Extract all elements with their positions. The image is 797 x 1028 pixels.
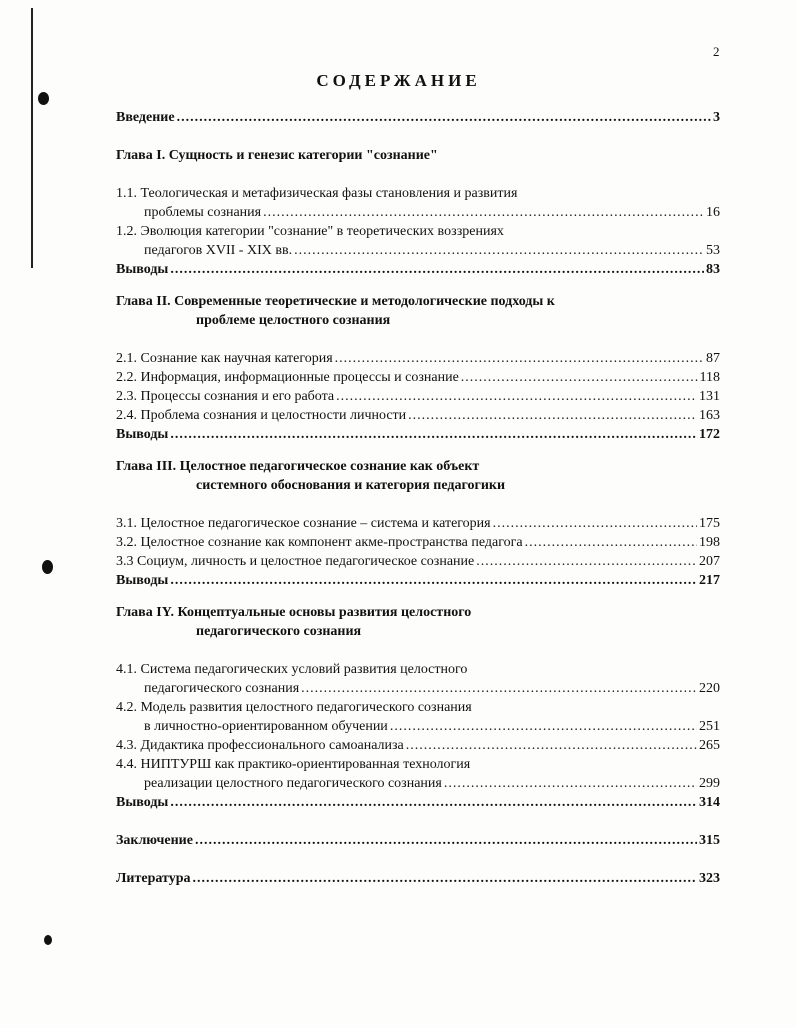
toc-entry-4-1[interactable]: педагогического сознания ..... 220 — [116, 679, 720, 698]
chapter-2-title-line2: проблеме целостного сознания — [196, 313, 391, 328]
toc-entry-4-4[interactable]: реализации целостного педагогического сознания ..... 299 — [116, 774, 720, 793]
toc-entry-3-3[interactable]: 3.3 Социум, личность и целостное педагогическое сознание ..... 207 — [116, 552, 720, 571]
toc-entry-2-2[interactable]: 2.2. Информация, информационные процессы и сознание ..... 118 — [116, 368, 720, 387]
scan-blot — [42, 560, 53, 574]
toc-entry-3-2[interactable]: 3.2. Целостное сознание как компонент акме-пространства педагога ..... 198 — [116, 533, 720, 552]
toc-entry-conclusion-4[interactable]: Выводы ..... 314 — [116, 793, 720, 812]
page-number: 2 — [713, 44, 720, 59]
toc-entry-2-3[interactable]: 2.3. Процессы сознания и его работа ..... 131 — [116, 387, 720, 406]
toc-entry-2-1[interactable]: 2.1. Сознание как научная категория ..... 87 — [116, 349, 720, 368]
toc-entry-literature[interactable]: Литература ..... 323 — [116, 869, 720, 888]
toc-entry-4-1-line1[interactable]: 4.1. Система педагогических условий развития целостного — [116, 662, 468, 677]
chapter-3-title-line2: системного обоснования и категория педагогики — [196, 478, 506, 493]
toc-entry-3-1[interactable]: 3.1. Целостное педагогическое сознание – система и категория ..... 175 — [116, 514, 720, 533]
toc-entry-1-1-line1[interactable]: 1.1. Теологическая и метафизическая фазы становления и развития — [116, 186, 518, 201]
toc-entry-4-2[interactable]: в личностно-ориентированном обучении ..... 251 — [116, 717, 720, 736]
chapter-2-title-line1: Глава II. Современные теоретические и методологические подходы к — [116, 294, 555, 309]
scan-blot — [38, 92, 49, 105]
toc-entry-conclusion-1[interactable]: Выводы ..... 83 — [116, 260, 720, 279]
toc-entry-conclusion-3[interactable]: Выводы ..... 217 — [116, 571, 720, 590]
toc-entry-1-2[interactable]: педагогов XVII - XIX вв. ..... 53 — [116, 241, 720, 260]
page-title: СОДЕРЖАНИЕ — [316, 71, 481, 90]
scan-blot — [44, 935, 52, 945]
chapter-4-title-line2: педагогического сознания — [196, 624, 362, 639]
chapter-1-title: Глава I. Сущность и генезис категории "сознание" — [116, 148, 438, 163]
chapter-3-title-line1: Глава III. Целостное педагогическое сознание как объект — [116, 459, 480, 474]
chapter-4-title-line1: Глава IY. Концептуальные основы развития целостного — [116, 605, 472, 620]
toc-entry-4-3[interactable]: 4.3. Дидактика профессионального самоанализа ..... 265 — [116, 736, 720, 755]
toc-entry-4-2-line1[interactable]: 4.2. Модель развития целостного педагогического сознания — [116, 700, 472, 715]
toc-entry-1-1[interactable]: проблемы сознания ..... 16 — [116, 203, 720, 222]
toc-entry-intro[interactable]: Введение ..... 3 — [116, 108, 720, 127]
table-of-contents — [116, 108, 720, 888]
toc-entry-1-2-line1[interactable]: 1.2. Эволюция категории "сознание" в теоретических воззрениях — [116, 224, 504, 239]
toc-entry-4-4-line1[interactable]: 4.4. НИПТУРШ как практико-ориентированная технология — [116, 757, 471, 772]
toc-entry-final[interactable]: Заключение ..... 315 — [116, 831, 720, 850]
toc-entry-2-4[interactable]: 2.4. Проблема сознания и целостности личности ..... 163 — [116, 406, 720, 425]
toc-entry-conclusion-2[interactable]: Выводы ..... 172 — [116, 425, 720, 444]
scan-edge-mark — [31, 8, 33, 268]
